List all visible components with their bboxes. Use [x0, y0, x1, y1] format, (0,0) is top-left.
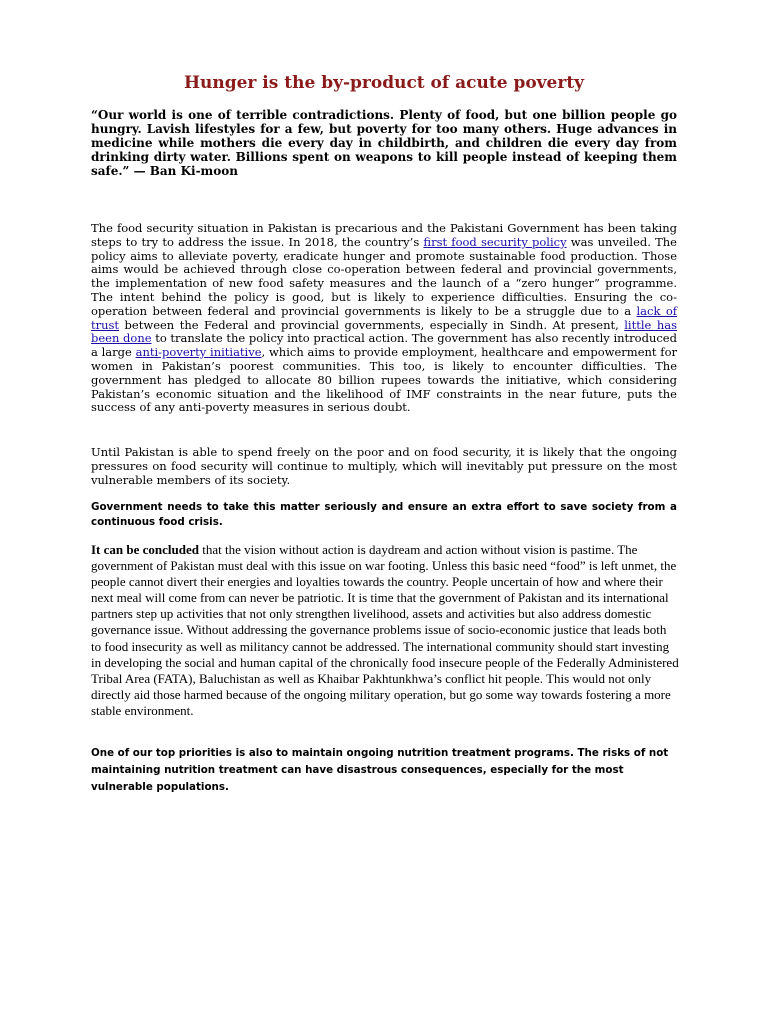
link-little-has-been-done[interactable]: little has been done — [91, 317, 677, 346]
paragraph-text: The food security situation in Pakistan is precarious and the Pakistani Government has been taking steps to try to address the issue. In 2018, the country’s — [91, 221, 677, 249]
link-lack-of-trust[interactable]: lack of trust — [91, 303, 678, 332]
page-title: Hunger is the by-product of acute poverty — [183, 73, 585, 93]
paragraph-nutrition-priorities: One of our top priorities is also to maintain ongoing nutrition treatment programs. The risks of not maintaining nutrition treatment can have disastrous consequences, especially for the most vulnerable populations. — [91, 747, 669, 793]
link-first-food-security-policy[interactable]: first food security policy — [423, 234, 567, 249]
paragraph-conclusion — [91, 542, 679, 719]
opening-quote: “Our world is one of terrible contradictions. Plenty of food, but one billion people go hungry. Lavish lifestyles for a few, but poverty for too many others. Huge advances in medicine while mothers die every day in childbirth, and children die every day from drinking dirty water. Billions spent on weapons to kill people instead of keeping them safe.” — Ban Ki-moon — [91, 108, 677, 178]
paragraph-text: , which aims to provide employment, healthcare and empowerment for women in Pakistan’s poorest communities. This too, is likely to encounter difficulties. The government has pledged to allocate 80 billion rupees towards the initiative, which considering Pakistan’s economic situation and the likelihood of IMF constraints in the near future, puts the success of any anti-poverty measures in serious doubt. — [91, 345, 677, 415]
paragraph-food-security — [91, 222, 677, 415]
paragraph-government-needs: Government needs to take this matter seriously and ensure an extra effort to save society from a continuous food crisis. — [91, 501, 677, 528]
conclusion-lead: It can be concluded — [91, 542, 199, 557]
conclusion-body: that the vision without action is daydream and action without vision is pastime. The government of Pakistan must deal with this issue on war footing. Unless this basic need “food” is left unmet, the people cannot divert their energies and loyalties towards the country. People uncertain of how and where their next meal will come from can never be patriotic. It is time that the government of Pakistan and its international partners step up activities that not only strengthen livelihood, assets and activities but also address domestic governance issue. Without addressing the governance problems issue of socio-economic justice that leads both to food insecurity as well as militancy cannot be addressed. The international community should start investing in developing the social and human capital of the chronically food insecure people of the Federally Administered Tribal Area (FATA), Baluchistan as well as Khaibar Pakhtunkhwa’s conflict hit people. This would not only directly aid those harmed because of the ongoing military operation, but go some way towards fostering a more stable environment. — [91, 542, 679, 718]
paragraph-text: was unveiled. The policy aims to alleviate poverty, eradicate hunger and promote sustainable food production. Those aims would be achieved through close co-operation between federal and provincial governments, the implementation of new food safety measures and the launch of a “zero hunger” programme. The intent behind the policy is good, but is likely to experience difficulties. Ensuring the co-operation between federal and provincial governments is likely to be a struggle due to a — [91, 234, 677, 318]
paragraph-text: between the Federal and provincial governments, especially in Sindh. At present, — [119, 317, 625, 332]
paragraph-text: to translate the policy into practical action. The government has also recently introduced a large — [91, 331, 677, 360]
paragraph-until-pakistan: Until Pakistan is able to spend freely on the poor and on food security, it is likely that the ongoing pressures on food security will continue to multiply, which will inevitably put pressure on the most vulnerable members of its society. — [91, 445, 677, 487]
link-anti-poverty-initiative[interactable]: anti-poverty initiative — [135, 345, 262, 360]
